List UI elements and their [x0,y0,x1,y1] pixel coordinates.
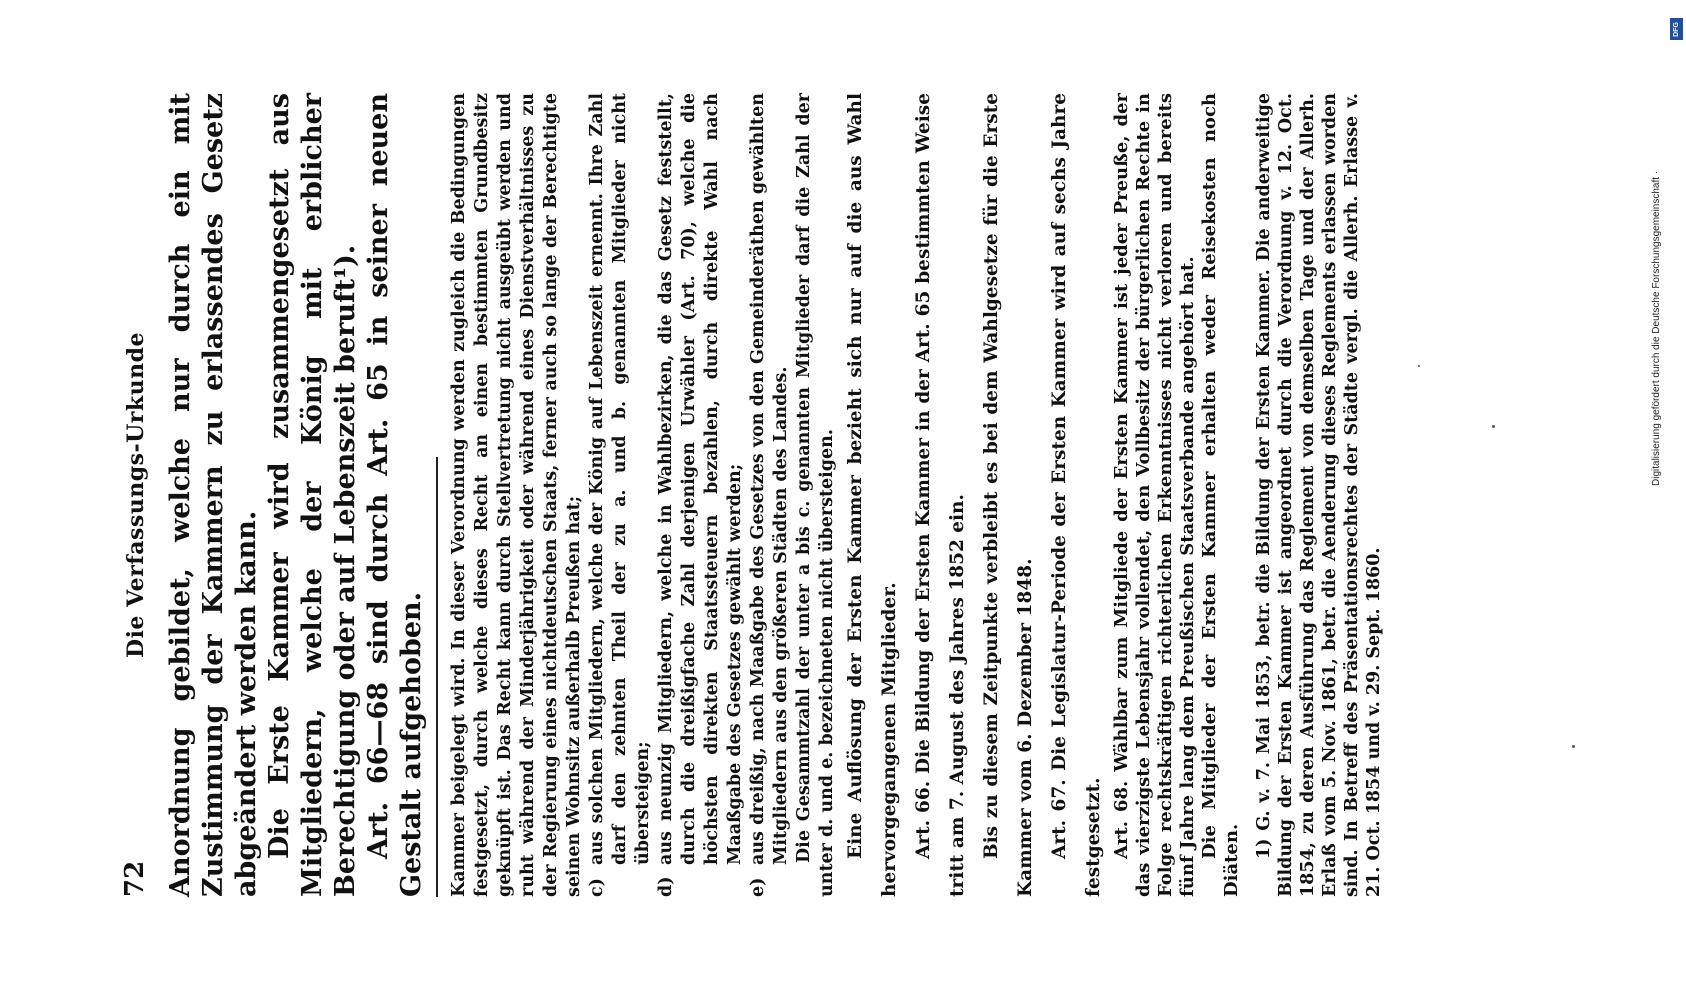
article-block [839,93,1111,897]
list-marker: c) [587,878,607,897]
article-67-paragraph: Art. 67. Die Legislatur-Periode der Ersten Kammer wird auf sechs Jahre festgesetzt. [1049,93,1104,897]
main-paragraph-2: Die Erste Kammer wird zusammengesetzt aus Mitgliedern, welche der König mit erblicher Berechtigung oder auf Lebenszeit beruft¹). [264,93,361,897]
scan-speck [1418,365,1420,367]
list-item [586,93,655,897]
list-item-text: aus neunzig Mitgliedern, welche in Wahlbezirken, die das Gesetz feststellt, durch die dreißigfache Zahl derjenigen Urwähler (Art. 70), welche die höchsten direkten Staatssteuern bezahlen, durch direkte Wahl nach Maaßgabe des Gesetzes gewählt werden; [656,93,745,865]
footnote [1253,93,1385,897]
main-paragraph-1: Anordnung gebildet, welche nur durch ein mit Zustimmung der Kammern zu erlassendes Gesetz abgeändert werden kann. [165,93,262,897]
small-intro-paragraph: Kammer beigelegt wird. In dieser Verordnung werden zugleich die Bedingungen festgesetzt, durch welche dieses Recht an einen bestimmten Grundbesitz geknüpft ist. Das Recht kann durch Stellvertretung nicht ausgeübt werden und ruht während der Minderjährigkeit oder während eines Dienstverhältnisses zu der Regierung eines nichtdeutschen Staats, ferner auch so lange der Berechtigte seinen Wohnsitz außerhalb Preußen hat; [449,93,584,897]
list-item-text: aus dreißig, nach Maaßgabe des Gesetzes von den Gemeinderäthen gewählten Mitgliedern aus den größeren Städten des Landes. [748,93,791,865]
small-closing-paragraph: Die Gesammtzahl der unter a bis c. genannten Mitglieder darf die Zahl der unter d. und e. bezeichneten nicht übersteigen. [794,93,837,897]
dfg-logo-text: DFG [1673,21,1680,37]
list-item-text: aus solchen Mitgliedern, welche der König auf Lebenszeit ernennt. Ihre Zahl darf den zehnten Theil der zu a. und b. genannten Mitglieder nicht übersteigen; [587,93,653,865]
list-item [747,93,793,897]
small-print-block [448,93,839,897]
article-68-block [1111,93,1243,897]
article-66-paragraph: Art. 66. Die Bildung der Ersten Kammer in der Art. 65 bestimmten Weise tritt am 7. August des Jahres 1852 ein. [913,93,968,897]
digitization-credit: Digitalisierung gefördert durch die Deutsche Forschungsgemeinschaft · [1651,170,1662,486]
scan-speck [1492,425,1495,428]
list-marker: d) [656,876,676,897]
article-68-paragraph: Art. 68. Wählbar zum Mitgliede der Ersten Kammer ist jeder Preuße, der das vierzigste Lebensjahr vollendet, den Vollbesitz der bürgerlichen Rechte in Folge rechtskräftigen richterlichen Erkenntnisses nicht verloren und bereits fünf Jahre lang dem Preußischen Staatsverbande angehört hat. [1111,93,1198,897]
footnote-text: 1) G. v. 7. Mai 1853, betr. die Bildung der Ersten Kammer. Die anderweitige Bildung der Ersten Kammer ist angeordnet durch die Verordnung v. 12. Oct. 1854, zu deren Ausführung das Reglement von demselben Tage und der Allerh. Erlaß vom 5. Nov. 1861, betr. die Aenderung dieses Reglements erlassen worden sind. In Betreff des Präsentationsrechtes der Städte vergl. die Allerh. Erlasse v. 21. Oct. 1854 und v. 29. Sept. 1860. [1254,93,1384,897]
main-paragraph-3: Art. 66—68 sind durch Art. 65 in seiner neuen Gestalt aufgehoben. [363,93,427,897]
rotated-book-page [120,85,1500,905]
article-66-continuation: Bis zu diesem Zeitpunkte verbleibt es bei dem Wahlgesetze für die Erste Kammer vom 6. Dezember 1848. [981,93,1036,897]
main-text-block [164,93,428,897]
page-header [120,93,164,897]
list-marker: e) [748,877,768,897]
running-head: Die Verfassungs-Urkunde [123,332,149,658]
article-68-continuation: Die Mitglieder der Ersten Kammer erhalten weder Reisekosten noch Diäten. [1199,93,1242,897]
section-divider [436,457,438,897]
scan-speck [1572,745,1575,748]
dfg-logo [1670,18,1683,40]
list-item [655,93,747,897]
page-number: 72 [120,860,150,897]
article-paragraph-1: Eine Auflösung der Ersten Kammer bezieht sich nur auf die aus Wahl hervorgegangenen Mitglieder. [845,93,900,897]
